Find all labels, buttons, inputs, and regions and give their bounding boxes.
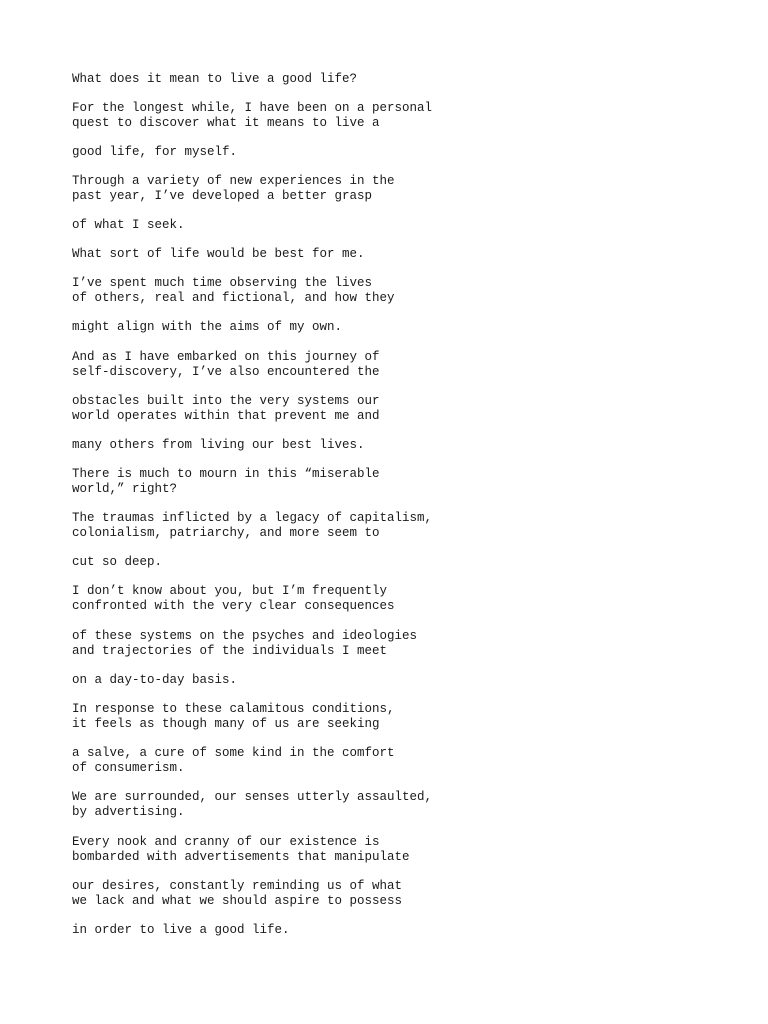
text-line: The traumas inflicted by a legacy of capitalism, <box>72 511 433 525</box>
paragraph <box>72 276 395 305</box>
paragraph <box>72 320 342 335</box>
paragraph <box>72 835 410 864</box>
text-line: colonialism, patriarchy, and more seem to <box>72 525 380 540</box>
text-line: and trajectories of the individuals I meet <box>72 643 388 658</box>
paragraph <box>72 174 395 203</box>
text-line: of others, real and fictional, and how they <box>72 290 395 305</box>
paragraph <box>72 350 380 379</box>
text-line: There is much to mourn in this “miserable <box>72 467 380 481</box>
text-line: of what I seek. <box>72 218 185 232</box>
paragraph <box>72 72 357 87</box>
text-line: What sort of life would be best for me. <box>72 247 365 261</box>
text-line: by advertising. <box>72 804 185 819</box>
text-line: quest to discover what it means to live a <box>72 115 380 130</box>
paragraph <box>72 746 395 775</box>
paragraph <box>72 247 365 262</box>
text-line: past year, I’ve developed a better grasp <box>72 188 373 203</box>
paragraph <box>72 101 432 130</box>
text-line: in order to live a good life. <box>72 923 290 937</box>
text-line: In response to these calamitous conditions, <box>72 702 395 716</box>
text-line: on a day-to-day basis. <box>72 673 238 687</box>
paragraph <box>72 629 417 658</box>
text-line: I don’t know about you, but I’m frequently <box>72 584 388 598</box>
text-line: cut so deep. <box>72 555 163 569</box>
paragraph <box>72 394 380 423</box>
paragraph <box>72 145 237 160</box>
text-line: many others from living our best lives. <box>72 438 365 452</box>
paragraph <box>72 555 162 570</box>
paragraph <box>72 673 237 688</box>
text-line: world,” right? <box>72 481 178 496</box>
text-line: might align with the aims of my own. <box>72 320 343 334</box>
text-line: Every nook and cranny of our existence is <box>72 835 380 849</box>
text-line: of these systems on the psyches and ideologies <box>72 629 418 643</box>
text-line: And as I have embarked on this journey of <box>72 350 380 364</box>
text-line: self-discovery, I’ve also encountered the <box>72 364 380 379</box>
paragraph <box>72 584 395 613</box>
text-line: obstacles built into the very systems our <box>72 394 380 408</box>
paragraph <box>72 790 432 819</box>
paragraph <box>72 702 395 731</box>
paragraph <box>72 879 402 908</box>
paragraph <box>72 438 365 453</box>
paragraph <box>72 923 290 938</box>
text-line: confronted with the very clear consequences <box>72 598 395 613</box>
text-line: Through a variety of new experiences in the <box>72 174 395 188</box>
text-line: a salve, a cure of some kind in the comfort <box>72 746 395 760</box>
text-line: of consumerism. <box>72 760 185 775</box>
text-line: bombarded with advertisements that manipulate <box>72 849 410 864</box>
paragraph <box>72 467 380 496</box>
paragraph <box>72 218 185 233</box>
paragraph <box>72 511 432 540</box>
text-line: world operates within that prevent me and <box>72 408 380 423</box>
text-line: we lack and what we should aspire to possess <box>72 893 403 908</box>
text-line: For the longest while, I have been on a personal <box>72 101 433 115</box>
text-line: I’ve spent much time observing the lives <box>72 276 373 290</box>
text-line: it feels as though many of us are seeking <box>72 716 380 731</box>
text-line: What does it mean to live a good life? <box>72 72 358 86</box>
text-line: good life, for myself. <box>72 145 238 159</box>
text-line: We are surrounded, our senses utterly assaulted, <box>72 790 433 804</box>
text-line: our desires, constantly reminding us of what <box>72 879 403 893</box>
